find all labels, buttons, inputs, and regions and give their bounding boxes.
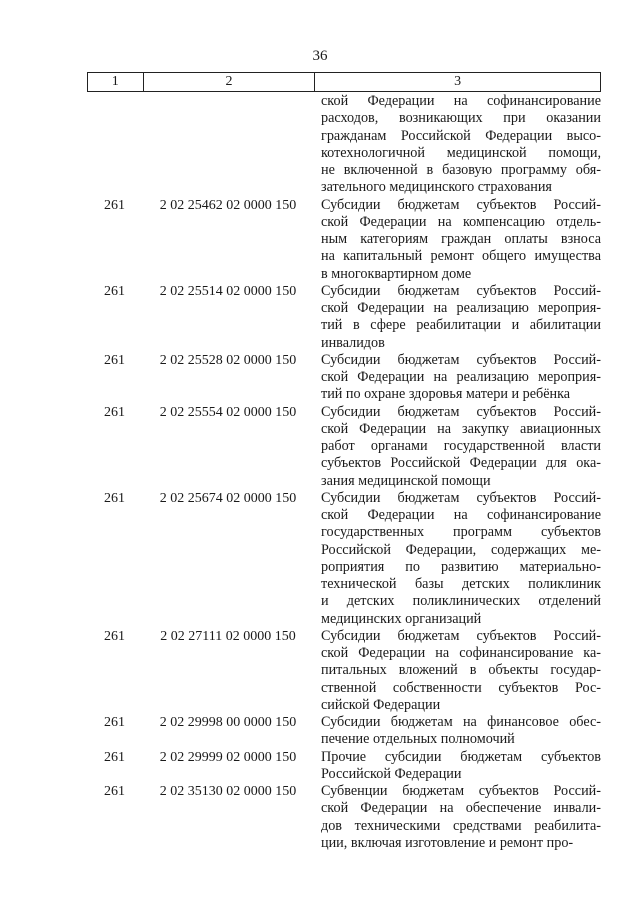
budget-code-cell: 2 02 25514 02 0000 150 <box>159 283 297 299</box>
description-line: ской Федерации на софинансирование <box>321 507 601 523</box>
description-cell <box>321 628 601 714</box>
description-line: Субсидии бюджетам субъектов Россий- <box>321 282 601 299</box>
description-line: ской Федерации на реализацию мероприя- <box>321 369 601 385</box>
description-line: технической базы детских поликлиник <box>321 576 601 592</box>
budget-code-cell: 2 02 25528 02 0000 150 <box>159 352 297 368</box>
description-line: тий в сфере реабилитации и абилитации <box>321 317 601 334</box>
description-line: Субсидии бюджетам субъектов Россий- <box>321 627 601 644</box>
admin-code-cell: 261 <box>104 715 125 730</box>
column-header-table <box>87 72 601 92</box>
table-row <box>87 93 601 197</box>
description-line: Субвенции бюджетам субъектов Россий- <box>321 783 601 799</box>
description-line: сийской Федерации <box>321 696 441 713</box>
description-line: ской Федерации на софинансирование ка- <box>321 645 601 661</box>
description-line: Российской Федерации, содержащих ме- <box>321 541 601 558</box>
table-row <box>87 628 601 714</box>
table-row <box>87 283 601 352</box>
table-body <box>87 93 601 852</box>
description-line: ской Федерации на софинансирование <box>321 93 601 109</box>
table-row <box>87 404 601 490</box>
description-line: ской Федерации на закупку авиационных <box>321 420 601 437</box>
description-cell <box>321 714 601 749</box>
description-line: котехнологичной медицинской помощи, <box>321 144 601 161</box>
budget-code-cell: 2 02 35130 02 0000 150 <box>159 784 297 799</box>
description-line: роприятия по развитию материально- <box>321 558 601 575</box>
description-line: Субсидии бюджетам субъектов Россий- <box>321 351 601 368</box>
budget-code-cell: 2 02 25674 02 0000 150 <box>159 490 297 506</box>
description-line: питальных вложений в объекты государ- <box>321 662 601 679</box>
description-line: зания медицинской помощи <box>321 472 491 489</box>
description-line: гражданам Российской Федерации высо- <box>321 127 601 144</box>
description-line: государственных программ субъектов <box>321 524 601 541</box>
description-line: и детских поликлинических отделений <box>321 593 601 610</box>
description-line: Субсидии бюджетам на финансовое обес- <box>321 714 601 730</box>
description-line: тий по охране здоровья матери и ребёнка <box>321 386 571 403</box>
description-line: Российской Федерации <box>321 765 462 782</box>
description-cell <box>321 283 601 352</box>
admin-code-cell: 261 <box>104 404 125 420</box>
description-cell <box>321 783 601 852</box>
admin-code-cell: 261 <box>104 197 125 213</box>
description-line: на капитальный ремонт общего имущества <box>321 248 601 265</box>
column-header-1: 1 <box>88 73 144 92</box>
description-line: не включенной в базовую программу обя- <box>321 162 601 178</box>
description-line: Субсидии бюджетам субъектов Россий- <box>321 196 601 213</box>
column-header-2: 2 <box>143 73 315 92</box>
budget-code-cell: 2 02 27111 02 0000 150 <box>160 628 296 644</box>
description-line: Субсидии бюджетам субъектов Россий- <box>321 489 601 506</box>
description-line: Субсидии бюджетам субъектов Россий- <box>321 403 601 420</box>
description-line: инвалидов <box>321 334 385 351</box>
description-cell <box>321 490 601 628</box>
description-line: ным категориям граждан оплаты взноса <box>321 231 601 247</box>
page-number: 36 <box>312 48 328 64</box>
description-line: работ органами государственной власти <box>321 438 601 454</box>
description-cell <box>321 749 601 784</box>
table-row <box>87 714 601 749</box>
description-line: ской Федерации на реализацию мероприя- <box>321 300 601 316</box>
description-cell <box>321 93 601 197</box>
admin-code-cell: 261 <box>104 628 125 644</box>
description-line: зательного медицинского страхования <box>321 179 552 196</box>
column-header-3: 3 <box>315 73 601 92</box>
description-line: дов техническими средствами реабилита- <box>321 817 601 834</box>
budget-code-cell: 2 02 25462 02 0000 150 <box>159 197 297 213</box>
admin-code-cell: 261 <box>104 283 125 299</box>
description-line: ственной собственности субъектов Рос- <box>321 679 601 696</box>
budget-code-cell: 2 02 25554 02 0000 150 <box>159 404 297 420</box>
admin-code-cell: 261 <box>104 749 125 765</box>
description-line: расходов, возникающих при оказании <box>321 110 601 127</box>
description-line: ции, включая изготовление и ремонт про- <box>321 834 574 851</box>
table-row <box>87 749 601 784</box>
description-cell <box>321 197 601 283</box>
admin-code-cell: 261 <box>104 784 125 799</box>
column-header-row <box>88 73 601 92</box>
description-line: Прочие субсидии бюджетам субъектов <box>321 748 601 765</box>
description-line: ской Федерации на обеспечение инвали- <box>321 800 601 817</box>
table-row <box>87 197 601 283</box>
description-line: медицинских организаций <box>321 610 482 627</box>
table-row <box>87 352 601 404</box>
description-line: субъектов Российской Федерации для ока- <box>321 455 601 472</box>
admin-code-cell: 261 <box>104 352 125 368</box>
table-row <box>87 490 601 628</box>
table-row <box>87 783 601 852</box>
admin-code-cell: 261 <box>104 490 125 506</box>
budget-code-cell: 2 02 29998 00 0000 150 <box>159 715 297 730</box>
description-cell <box>321 352 601 404</box>
description-line: печение отдельных полномочий <box>321 731 515 748</box>
description-line: в многоквартирном доме <box>321 265 472 282</box>
description-cell <box>321 404 601 490</box>
budget-code-cell: 2 02 29999 02 0000 150 <box>159 749 297 765</box>
description-line: ской Федерации на компенсацию отдель- <box>321 213 601 230</box>
